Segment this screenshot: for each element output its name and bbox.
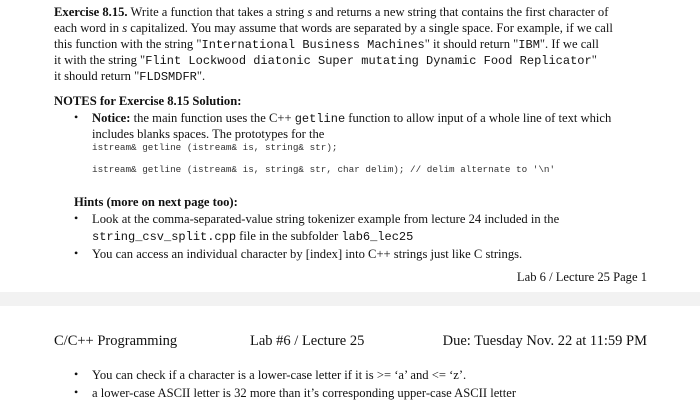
var-s: s xyxy=(122,21,128,35)
text-span: ". xyxy=(196,69,206,83)
code-span: FLDSMDFR xyxy=(139,70,197,84)
text-span: each word in xyxy=(54,21,123,35)
course-title: C/C++ Programming xyxy=(54,333,178,349)
prototype-2: istream& getline (istream& is, string& str, char delim); // delim alternate to '\n' xyxy=(92,164,556,175)
prototype-1: istream& getline (istream& is, string& str); xyxy=(92,142,338,153)
notice-label: Notice: xyxy=(92,111,131,125)
exercise-line-4 xyxy=(54,52,597,69)
code-span: lab6_lec25 xyxy=(341,230,414,244)
bullet-icon: • xyxy=(74,385,79,399)
page2-bullet-1: You can check if a character is a lower-case letter if it is >= ‘a’ and <= ‘z’. xyxy=(92,368,467,382)
var-s: s xyxy=(307,5,313,19)
text-span: " it should return " xyxy=(424,37,519,51)
code-span: string_csv_split.cpp xyxy=(92,230,237,244)
hint-2: You can access an individual character by [index] into C++ strings just like C strings. xyxy=(92,247,523,261)
page2-bullet-2: a lower-case ASCII letter is 32 more than it’s corresponding upper-case ASCII letter xyxy=(92,386,517,400)
exercise-line-5 xyxy=(54,68,205,85)
notice-line-2: includes blanks spaces. The prototypes for the xyxy=(92,127,325,141)
code-span: getline xyxy=(294,112,346,126)
notes-heading: NOTES for Exercise 8.15 Solution: xyxy=(54,94,242,108)
bullet-icon: • xyxy=(74,211,79,225)
lab-label: Lab #6 / Lecture 25 xyxy=(250,333,365,349)
bullet-icon: • xyxy=(74,246,79,260)
exercise-line-2 xyxy=(54,20,613,36)
code-span: Flint Lockwood diatonic Super mutating Dynamic Food Replicator xyxy=(145,54,592,68)
bullet-icon: • xyxy=(74,110,79,124)
text-span: the main function uses the C++ xyxy=(130,111,295,125)
code-span: International Business Machines xyxy=(201,38,425,52)
hint-1-line-2 xyxy=(92,228,413,245)
hint-1-line-1: Look at the comma-separated-value string tokenizer example from lecture 24 included in the xyxy=(92,212,560,226)
exercise-heading: Exercise 8.15. xyxy=(54,5,128,19)
bullet-icon: • xyxy=(74,367,79,381)
hints-heading: Hints (more on next page too): xyxy=(74,195,238,209)
exercise-line-1 xyxy=(54,4,608,20)
text-span: function to allow input of a whole line of text which xyxy=(345,111,612,125)
text-span: it should return " xyxy=(54,69,140,83)
text-span: ". If we call xyxy=(539,37,599,51)
text-span: Write a function that takes a string xyxy=(127,5,308,19)
text-span: capitalized. You may assume that words are separated by a single space. For example, if we call xyxy=(127,21,613,35)
code-span: IBM xyxy=(518,38,540,52)
page-2 xyxy=(0,306,700,408)
text-span: this function with the string " xyxy=(54,37,202,51)
text-span: file in the subfolder xyxy=(236,229,342,243)
exercise-line-3 xyxy=(54,36,599,53)
text-span: " xyxy=(591,53,597,67)
notice-line-1 xyxy=(92,110,611,127)
text-span: and returns a new string that contains the first character of xyxy=(312,5,609,19)
due-date: Due: Tuesday Nov. 22 at 11:59 PM xyxy=(442,333,647,349)
page-footer: Lab 6 / Lecture 25 Page 1 xyxy=(516,270,647,284)
text-span: it with the string " xyxy=(54,53,146,67)
